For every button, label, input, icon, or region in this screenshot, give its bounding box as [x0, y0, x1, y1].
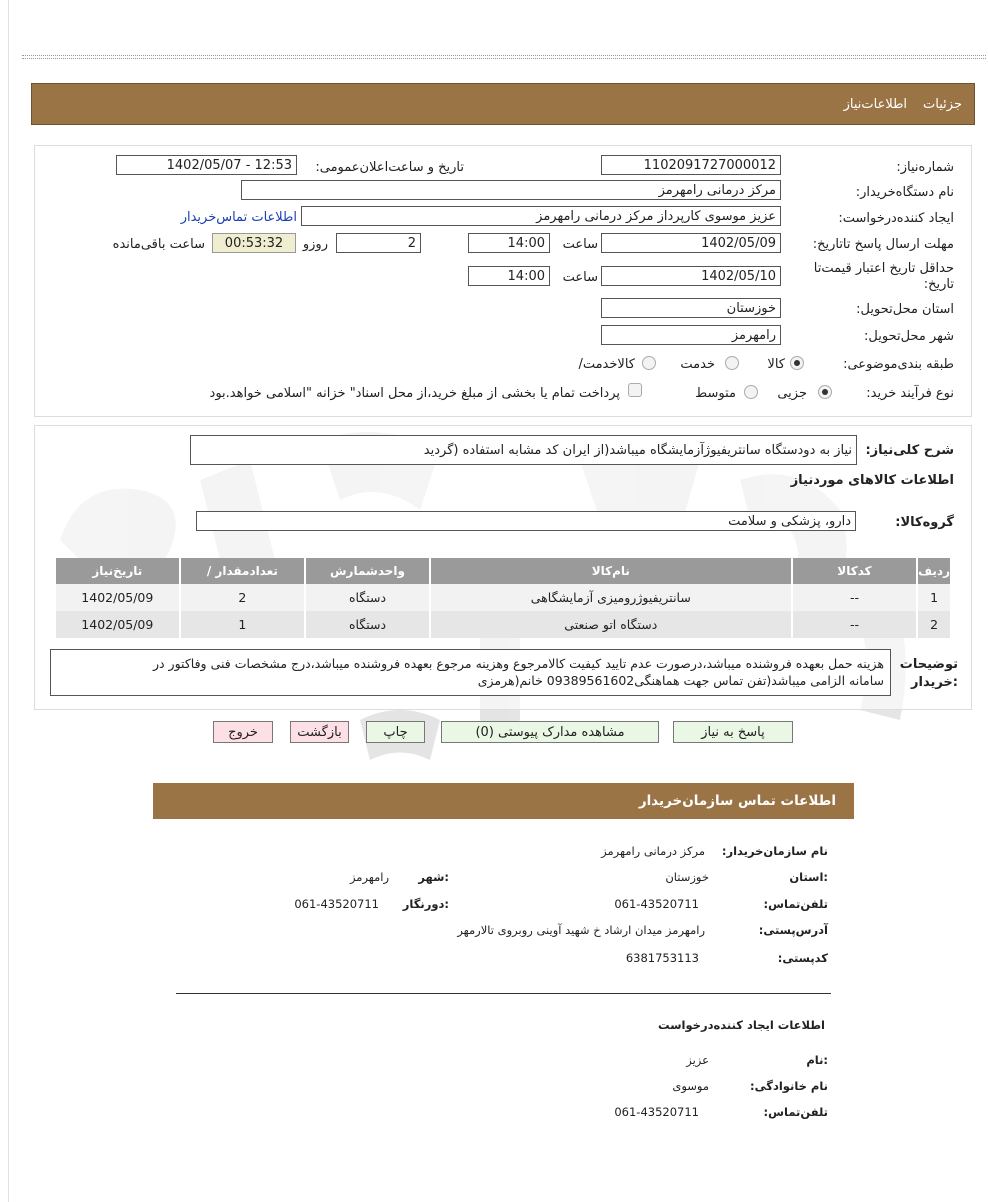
page-left-rule: [8, 0, 9, 1202]
buyer-org-label: نام دستگاه‌خریدار:: [855, 185, 954, 200]
contact-fax-value: 061-43520711: [294, 897, 379, 911]
cell-code: --: [792, 584, 917, 611]
creator-name-value: عزیز: [686, 1053, 709, 1067]
deadline-time-label: ساعت: [562, 237, 598, 252]
price-validity-time-label: ساعت: [562, 270, 598, 285]
deadline-date-field: 1402/05/09: [601, 233, 781, 253]
creator-field: عزیز موسوی کارپرداز مرکز درمانی رامهرمز: [301, 206, 781, 226]
cell-date: 1402/05/09: [56, 611, 180, 638]
back-button[interactable]: بازگشت: [290, 721, 349, 743]
announce-label: تاریخ و ساعت‌اعلان‌عمومی:: [315, 160, 464, 175]
category-service-radio[interactable]: [725, 356, 739, 370]
tab-need-info[interactable]: اطلاعات‌نیاز: [843, 96, 908, 112]
creator-label: ایجاد کننده‌درخواست:: [838, 211, 954, 226]
province-label: استان محل‌تحویل:: [856, 302, 954, 317]
creator-phone-value: 061-43520711: [614, 1105, 699, 1119]
goods-group-label: گروه‌کالا:: [895, 515, 954, 530]
contact-divider: [176, 993, 831, 994]
process-medium-label: متوسط: [695, 386, 736, 401]
table-row: [56, 584, 951, 611]
exit-button[interactable]: خروج: [213, 721, 273, 743]
view-attachments-button[interactable]: مشاهده مدارک پیوستی (0): [441, 721, 659, 743]
province-field: خوزستان: [601, 298, 781, 318]
category-label: طبقه بندی‌موضوعی:: [843, 357, 954, 372]
goods-group-field: دارو، پزشکی و سلامت: [196, 511, 856, 531]
city-label: شهر محل‌تحویل:: [864, 329, 954, 344]
price-validity-label: حداقل تاریخ اعتبار قیمت‌تا: [813, 261, 954, 276]
creator-info-title: اطلاعات ایجاد کننده‌درخواست: [658, 1018, 825, 1032]
tab-details[interactable]: جزئیات: [923, 96, 962, 112]
reply-button[interactable]: پاسخ به نیاز: [673, 721, 793, 743]
contact-title: اطلاعات تماس سازمان‌خریدار: [638, 793, 836, 809]
cell-unit: دستگاه: [305, 584, 430, 611]
contact-phone-value: 061-43520711: [614, 897, 699, 911]
cell-row: 2: [917, 611, 951, 638]
table-row: [56, 611, 951, 638]
buyer-notes-label-2: :خریدار: [911, 675, 958, 690]
treasury-payment-note: پرداخت تمام یا بخشی از مبلغ خرید،از محل اسناد" خزانه "اسلامی خواهد.بود: [209, 386, 620, 401]
contact-org-value: مرکز درمانی رامهرمز: [601, 844, 705, 858]
goods-table-header: [56, 558, 951, 584]
summary-label: شرح کلی‌نیاز:: [865, 443, 954, 458]
contact-province-value: خوزستان: [665, 870, 709, 884]
remaining-label: ساعت باقی‌مانده: [112, 237, 205, 252]
contact-address-value: رامهرمز میدان ارشاد خ شهید آوینی روبروی تالارمهر: [457, 923, 705, 937]
buyer-notes-line-1: هزینه حمل بعهده فروشنده میباشد،درصورت عدم تایید کیفیت کالامرجوع وهزینه مرجوع بعهده فروشنده میباشد،درج مشخصات فنی وفاکتور در: [152, 656, 884, 671]
buyer-notes-label: توضیحات: [899, 657, 958, 672]
buyer-org-field: مرکز درمانی رامهرمز: [241, 180, 781, 200]
contact-city-value: رامهرمز: [349, 870, 389, 884]
col-header-qty: تعدادمقدار /: [180, 558, 306, 584]
cell-code: --: [792, 611, 917, 638]
cell-qty: 1: [180, 611, 306, 638]
deadline-time-field: 14:00: [468, 233, 550, 253]
page-header-bar: [31, 83, 975, 125]
contact-phone-label: تلفن‌تماس:: [763, 897, 828, 911]
buyer-notes-field: [50, 649, 891, 696]
contact-org-label: نام سازمان‌خریدار:: [721, 844, 828, 858]
creator-family-label: نام خانوادگی:: [750, 1079, 828, 1093]
city-field: رامهرمز: [601, 325, 781, 345]
contact-title-bar: [153, 783, 854, 819]
contact-fax-label: :دورنگار: [402, 897, 449, 911]
creator-phone-label: تلفن‌تماس:: [763, 1105, 828, 1119]
creator-name-label: :نام: [806, 1053, 828, 1067]
price-validity-time-field: 14:00: [468, 266, 550, 286]
need-number-field: 1102091727000012: [601, 155, 781, 175]
contact-address-label: آدرس‌پستی:: [758, 923, 828, 937]
goods-table: [56, 558, 952, 638]
cell-row: 1: [917, 584, 951, 611]
contact-province-label: :استان: [789, 870, 828, 884]
category-goods-label: کالا: [767, 357, 785, 372]
category-goods-service-radio[interactable]: [642, 356, 656, 370]
deadline-label: مهلت ارسال پاسخ تا‌تاریخ:: [812, 237, 954, 252]
top-dotted-rule: [22, 55, 986, 59]
treasury-payment-checkbox[interactable]: [628, 383, 642, 397]
cell-name: سانتریفیوژرومیزی آزمایشگاهی: [430, 584, 792, 611]
cell-unit: دستگاه: [305, 611, 430, 638]
col-header-code: کدکالا: [792, 558, 917, 584]
process-minor-label: جزیی: [777, 386, 807, 401]
buyer-contact-link[interactable]: اطلاعات تماس‌خریدار: [180, 210, 297, 225]
creator-family-value: موسوی: [672, 1079, 709, 1093]
category-service-label: خدمت: [680, 357, 715, 372]
col-header-row: ردیف: [917, 558, 951, 584]
countdown-timer: 00:53:32: [212, 233, 296, 253]
print-button[interactable]: چاپ: [366, 721, 425, 743]
contact-city-label: :شهر: [418, 870, 449, 884]
process-medium-radio[interactable]: [744, 385, 758, 399]
summary-field: نیاز به دودستگاه سانتریفیوژآزمایشگاه میباشد(از ایران کد مشابه استفاده (گردید: [190, 435, 857, 465]
col-header-unit: واحدشمارش: [305, 558, 430, 584]
need-number-label: شماره‌نیاز:: [896, 160, 954, 175]
col-header-name: نام‌کالا: [430, 558, 792, 584]
process-minor-radio[interactable]: [818, 385, 832, 399]
goods-info-title: اطلاعات کالاهای موردنیاز: [790, 473, 954, 488]
cell-date: 1402/05/09: [56, 584, 180, 611]
days-label: روزو: [302, 237, 328, 252]
contact-postal-value: 6381753113: [625, 951, 699, 965]
cell-qty: 2: [180, 584, 306, 611]
price-validity-label-2: تاریخ:: [923, 277, 954, 292]
process-label: نوع فرآیند خرید:: [866, 386, 954, 401]
announce-date-field: 1402/05/07 - 12:53: [116, 155, 297, 175]
category-goods-service-label: کالاخدمت/: [578, 357, 635, 372]
contact-postal-label: کد‌پستی:: [777, 951, 828, 965]
col-header-date: تاریخ‌نیاز: [56, 558, 180, 584]
days-field: 2: [336, 233, 421, 253]
cell-name: دستگاه اتو صنعتی: [430, 611, 792, 638]
category-goods-radio[interactable]: [790, 356, 804, 370]
price-validity-date-field: 1402/05/10: [601, 266, 781, 286]
buyer-notes-line-2: سامانه الزامی میباشد(تفن تماس جهت هماهنگی09389561602 خانم(هرمزی: [477, 673, 884, 688]
